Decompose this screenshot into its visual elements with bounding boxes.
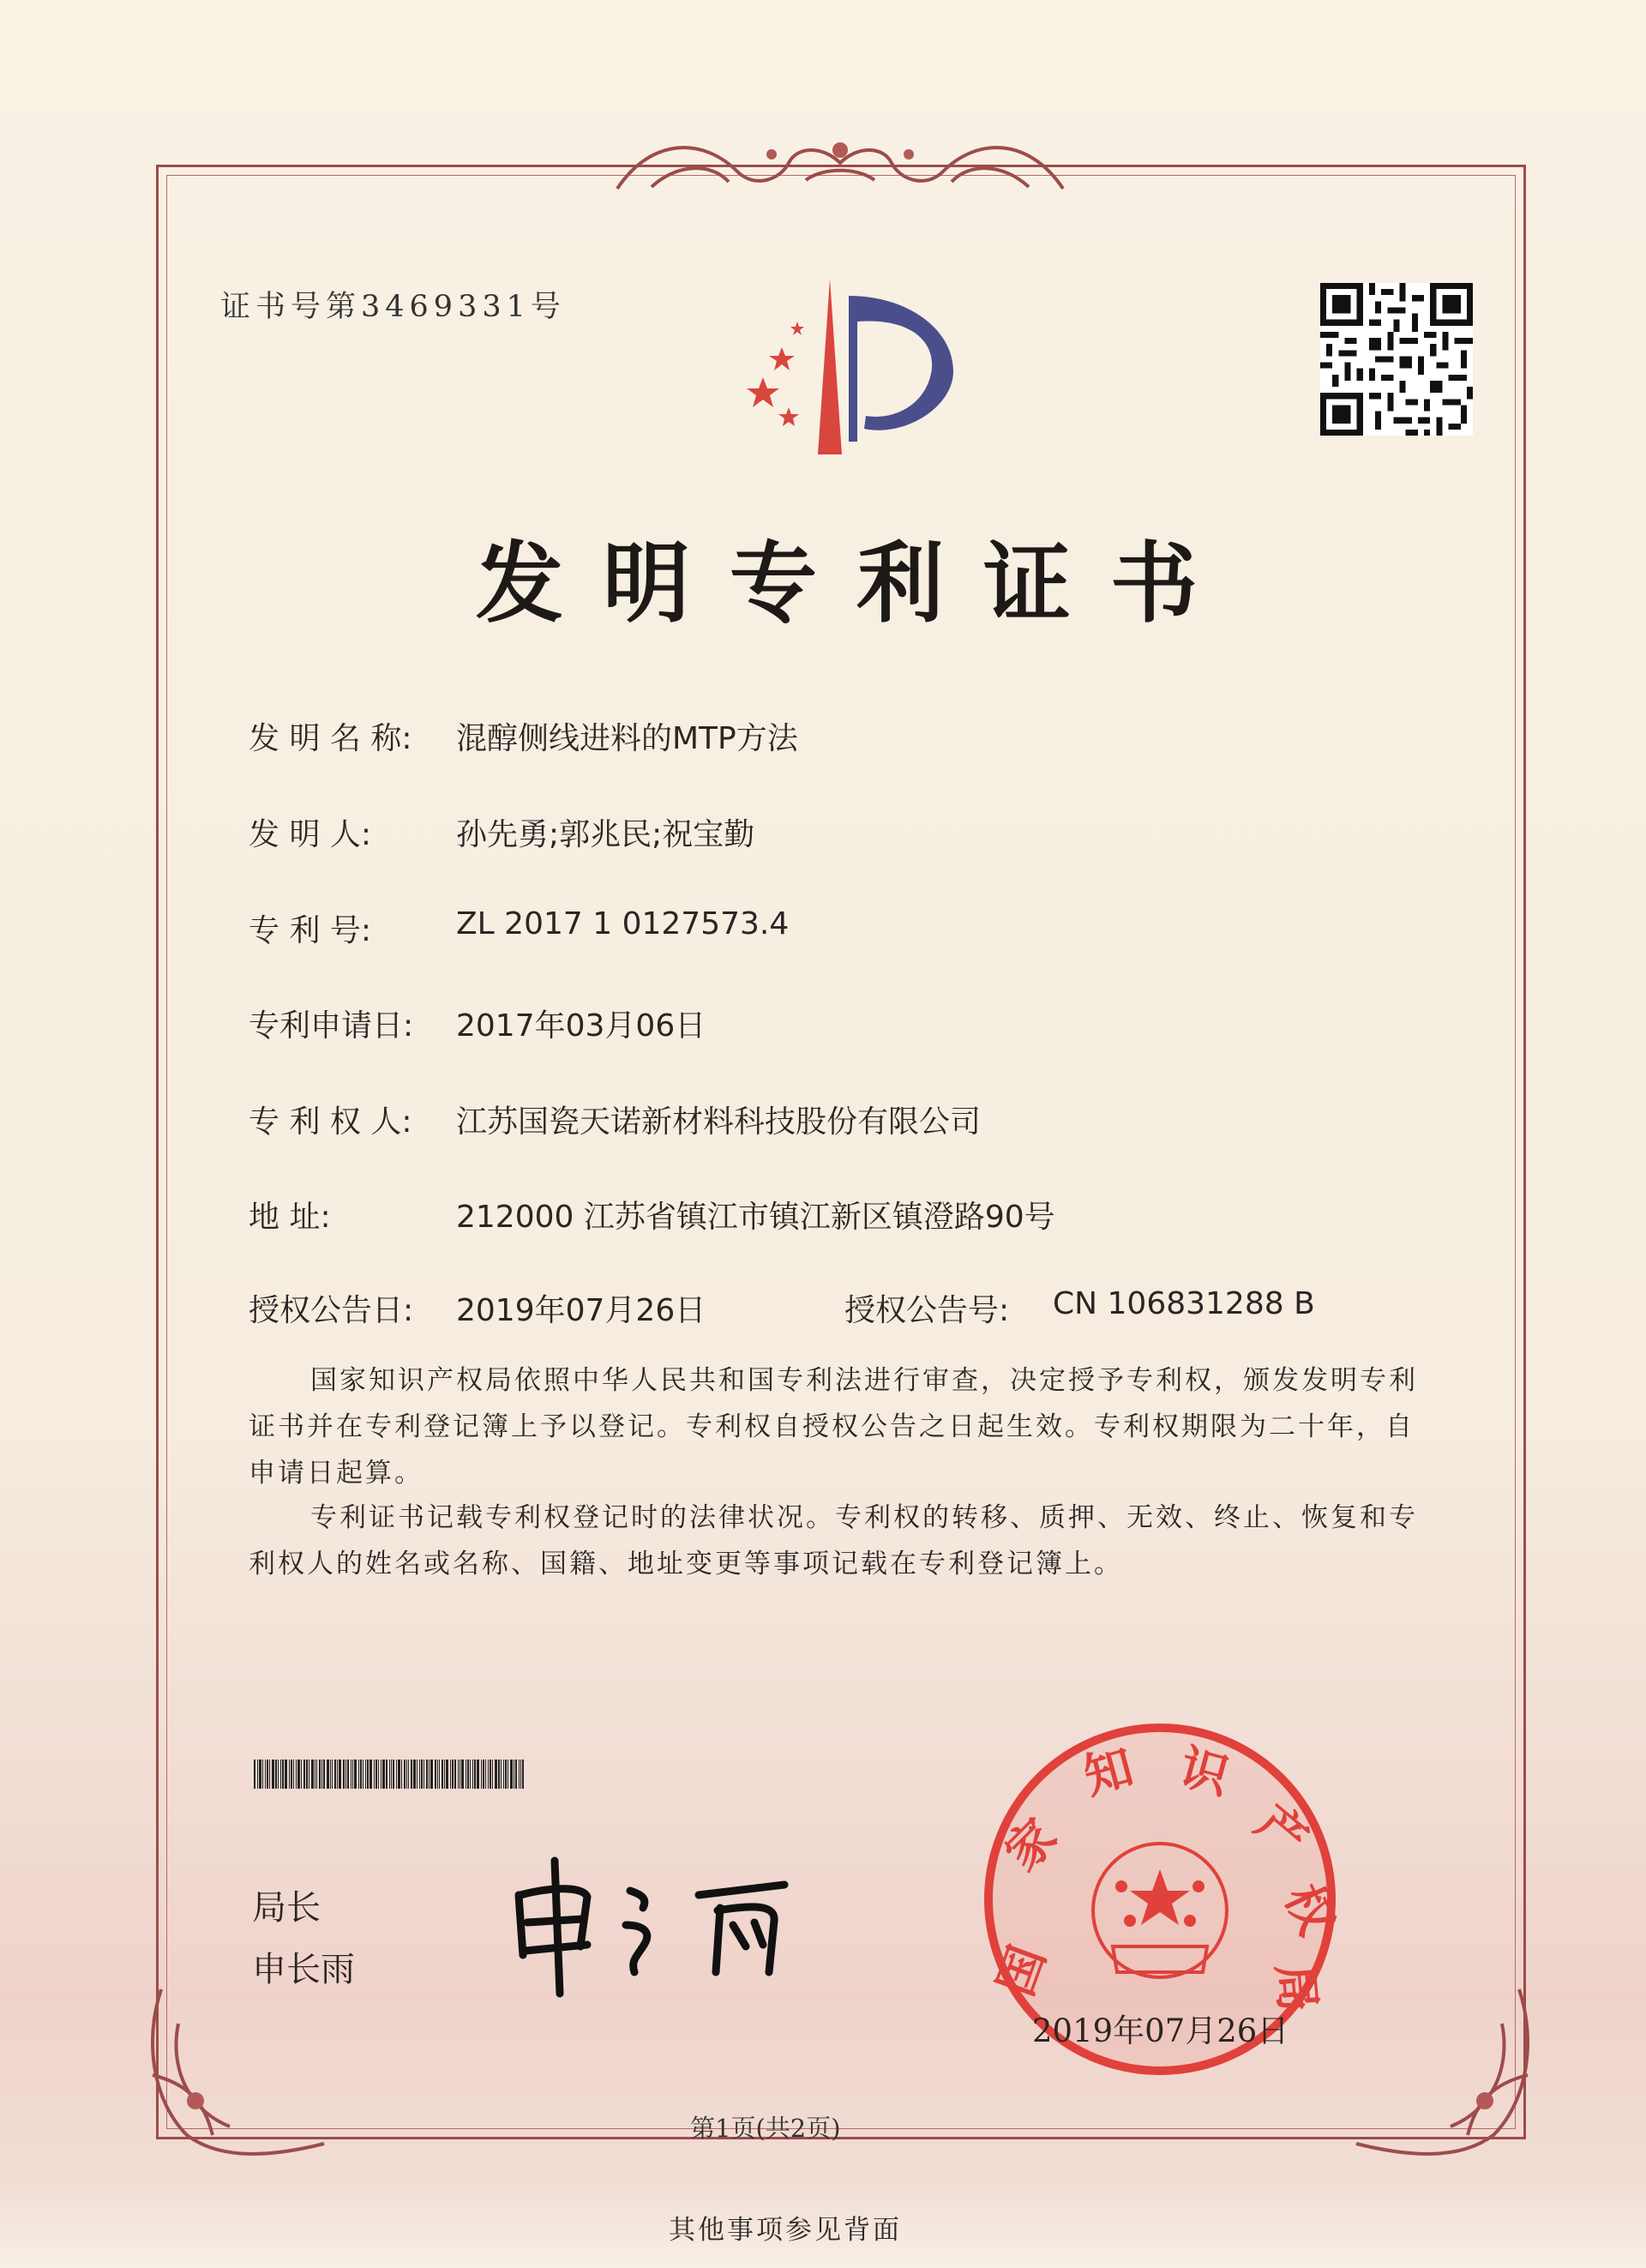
director-name: 申长雨 xyxy=(252,1950,355,1989)
seal-char-3: 知 xyxy=(1078,1739,1139,1806)
application-date-value: 2017年03月06日 xyxy=(456,1008,706,1044)
invention-name-label: 发 明 名 称: xyxy=(249,721,412,756)
top-ornament-icon xyxy=(600,120,1080,206)
bottom-right-ornament-icon xyxy=(1339,1972,1545,2169)
seal-char-5: 产 xyxy=(1245,1794,1319,1868)
seal-char-1: 国 xyxy=(988,1939,1057,2004)
legal-paragraph-1: 国家知识产权局依照中华人民共和国专利法进行审查，决定授予专利权，颁发发明专利证书并在专利登记簿上予以登记。专利权自授权公告之日起生效。专利权期限为二十年，自申请日起算。 xyxy=(249,1365,1418,1489)
legal-paragraph-2: 专利证书记载专利权登记时的法律状况。专利权的转移、质押、无效、终止、恢复和专利权人的姓名或名称、国籍、地址变更等事项记载在专利登记簿上。 xyxy=(249,1502,1418,1579)
patent-office-logo-icon xyxy=(729,270,969,459)
certificate-title: 发明专利证书 xyxy=(476,533,1237,635)
director-title: 局长 xyxy=(252,1888,321,1928)
qr-code-icon xyxy=(1320,283,1473,436)
barcode-icon xyxy=(254,1760,650,1789)
patentee-value: 江苏国瓷天诺新材料科技股份有限公司 xyxy=(456,1104,982,1140)
inventor-label: 发 明 人: xyxy=(249,817,372,852)
patentee-label: 专 利 权 人: xyxy=(249,1104,412,1140)
address-value: 212000 江苏省镇江市镇江新区镇澄路90号 xyxy=(456,1200,1055,1235)
invention-name-value: 混醇侧线进料的MTP方法 xyxy=(456,721,798,756)
certificate-number: 证书号第3469331号 xyxy=(220,290,566,324)
page-indicator: 第1页(共2页) xyxy=(690,2114,841,2143)
grant-date-value: 2019年07月26日 xyxy=(456,1293,706,1328)
patent-number-label: 专 利 号: xyxy=(249,913,372,948)
seal-char-7: 局 xyxy=(1265,1961,1326,2015)
back-note: 其他事项参见背面 xyxy=(669,2215,902,2246)
patent-number-value: ZL 2017 1 0127573.4 xyxy=(456,906,790,941)
grant-number-value: CN 106831288 B xyxy=(1053,1286,1315,1321)
seal-date: 2019年07月26日 xyxy=(1032,2012,1289,2049)
director-signature-icon xyxy=(502,1844,862,1998)
grant-date-label: 授权公告日: xyxy=(249,1293,414,1328)
inventor-value: 孙先勇;郭兆民;祝宝勤 xyxy=(456,817,755,852)
seal-char-4: 识 xyxy=(1174,1739,1235,1806)
application-date-label: 专利申请日: xyxy=(249,1008,414,1044)
seal-char-6: 权 xyxy=(1273,1876,1344,1944)
seal-char-2: 家 xyxy=(994,1808,1068,1882)
address-label: 地 址: xyxy=(249,1200,331,1235)
grant-number-label: 授权公告号: xyxy=(844,1293,1010,1328)
bottom-left-ornament-icon xyxy=(135,1972,341,2169)
